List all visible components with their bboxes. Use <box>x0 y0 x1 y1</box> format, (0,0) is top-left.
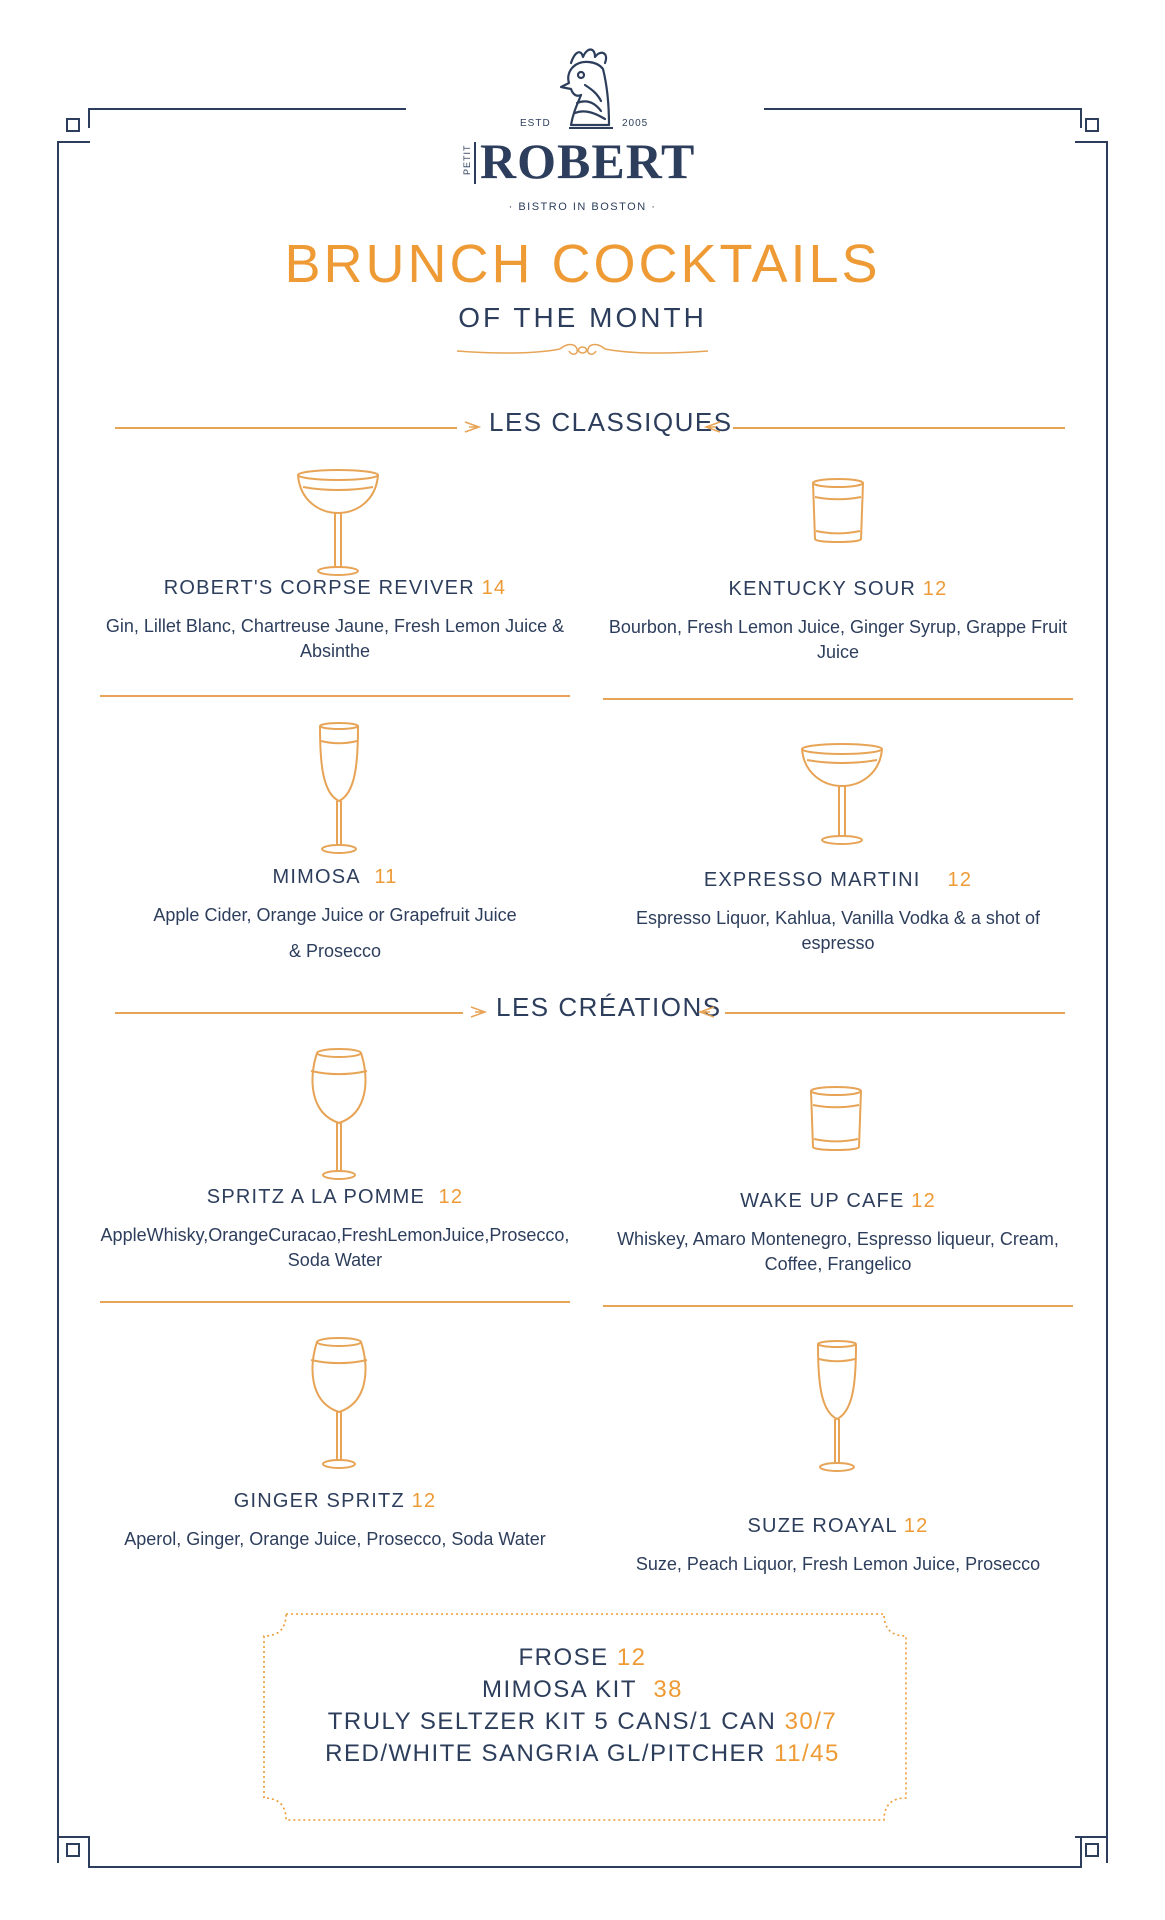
rooster-icon <box>547 45 627 137</box>
extra-name: RED/WHITE SANGRIA GL/PITCHER <box>325 1740 766 1767</box>
item-name: ROBERT'S CORPSE REVIVER <box>163 577 475 599</box>
item-name: KENTUCKY SOUR <box>728 578 917 600</box>
item-description: Gin, Lillet Blanc, Chartreuse Jaune, Fresh Lemon Juice & Absinthe <box>105 616 565 661</box>
menu-item <box>100 1186 570 1273</box>
item-description: Apple Cider, Orange Juice or Grapefruit Juice <box>153 905 517 925</box>
extra-price: 38 <box>653 1676 684 1703</box>
extras-list <box>0 1642 1165 1770</box>
item-description: Whiskey, Amaro Montenegro, Espresso liqueur, Cream, Coffee, Frangelico <box>617 1229 1059 1274</box>
item-divider <box>100 695 570 697</box>
item-name: SPRITZ A LA POMME <box>206 1186 426 1208</box>
rocks-glass-icon <box>810 477 866 547</box>
item-price: 14 <box>481 577 507 599</box>
section-title: LES CLASSIQUES <box>489 407 733 437</box>
item-description: Bourbon, Fresh Lemon Juice, Ginger Syrup, Grappe Fruit Juice <box>608 617 1068 662</box>
extra-price: 12 <box>616 1644 647 1671</box>
arrow-ornament-icon <box>469 1002 489 1022</box>
item-description: Aperol, Ginger, Orange Juice, Prosecco, Soda Water <box>124 1529 546 1549</box>
item-description: AppleWhisky,OrangeCuracao,FreshLemonJuice,Prosecco, Soda Water <box>100 1225 570 1270</box>
item-price: 11 <box>374 866 398 888</box>
menu-item <box>603 578 1073 665</box>
item-price: 12 <box>411 1490 437 1512</box>
item-name: MIMOSA <box>272 866 361 888</box>
extra-price: 11/45 <box>774 1740 840 1767</box>
page-subtitle: OF THE MONTH <box>458 302 707 333</box>
corner-ornament <box>1085 118 1099 132</box>
menu-item <box>100 1490 570 1552</box>
extra-item <box>0 1674 1165 1706</box>
extra-item <box>0 1706 1165 1738</box>
arrow-ornament-icon <box>463 417 483 437</box>
item-price: 12 <box>903 1515 929 1537</box>
flute-glass-icon <box>815 1339 859 1473</box>
brand-name: ROBERT <box>480 133 696 189</box>
item-divider <box>603 1305 1073 1307</box>
brand-tagline: · BISTRO IN BOSTON · <box>508 201 657 213</box>
wine-glass-icon <box>307 1336 371 1470</box>
section-title: LES CRÉATIONS <box>496 992 722 1022</box>
extra-name: MIMOSA KIT <box>481 1676 637 1703</box>
corner-ornament <box>66 1843 80 1857</box>
item-divider <box>100 1301 570 1303</box>
estd-label: ESTD <box>520 118 551 129</box>
item-price: 12 <box>438 1186 464 1208</box>
item-name: WAKE UP CAFE <box>740 1190 905 1212</box>
rocks-glass-icon <box>808 1085 864 1155</box>
extra-item <box>0 1738 1165 1770</box>
extra-price: 30/7 <box>784 1708 838 1735</box>
wine-glass-icon <box>307 1047 371 1181</box>
corner-ornament <box>66 118 80 132</box>
menu-item <box>100 577 570 664</box>
arrow-ornament-icon <box>696 1002 716 1022</box>
menu-item <box>603 869 1073 956</box>
extra-item <box>0 1642 1165 1674</box>
item-description: Suze, Peach Liquor, Fresh Lemon Juice, Prosecco <box>635 1554 1041 1574</box>
flourish-divider <box>455 340 710 362</box>
menu-item <box>603 1515 1073 1577</box>
item-name: EXPRESSO MARTINI <box>703 869 921 891</box>
item-price: 12 <box>922 578 948 600</box>
extra-name: FROSE <box>518 1644 609 1671</box>
menu-item <box>100 866 570 964</box>
flute-glass-icon <box>317 721 361 855</box>
year-label: 2005 <box>622 118 649 129</box>
item-price: 12 <box>947 869 973 891</box>
item-description: Espresso Liquor, Kahlua, Vanilla Vodka & a shot of espresso <box>636 908 1040 953</box>
petit-label: PETIT <box>462 144 472 175</box>
extra-name: TRULY SELTZER KIT 5 CANS/1 CAN <box>327 1708 777 1735</box>
arrow-ornament-icon <box>702 417 722 437</box>
item-name: GINGER SPRITZ <box>233 1490 405 1512</box>
coupe-glass-icon <box>799 742 885 846</box>
item-price: 12 <box>911 1190 936 1212</box>
item-divider <box>603 698 1073 700</box>
corner-ornament <box>1085 1843 1099 1857</box>
page-title: BRUNCH COCKTAILS <box>284 234 881 294</box>
coupe-glass-icon <box>295 467 381 577</box>
item-description-line2: & Prosecco <box>288 941 382 961</box>
item-name: SUZE ROAYAL <box>747 1515 898 1537</box>
menu-item <box>603 1190 1073 1277</box>
